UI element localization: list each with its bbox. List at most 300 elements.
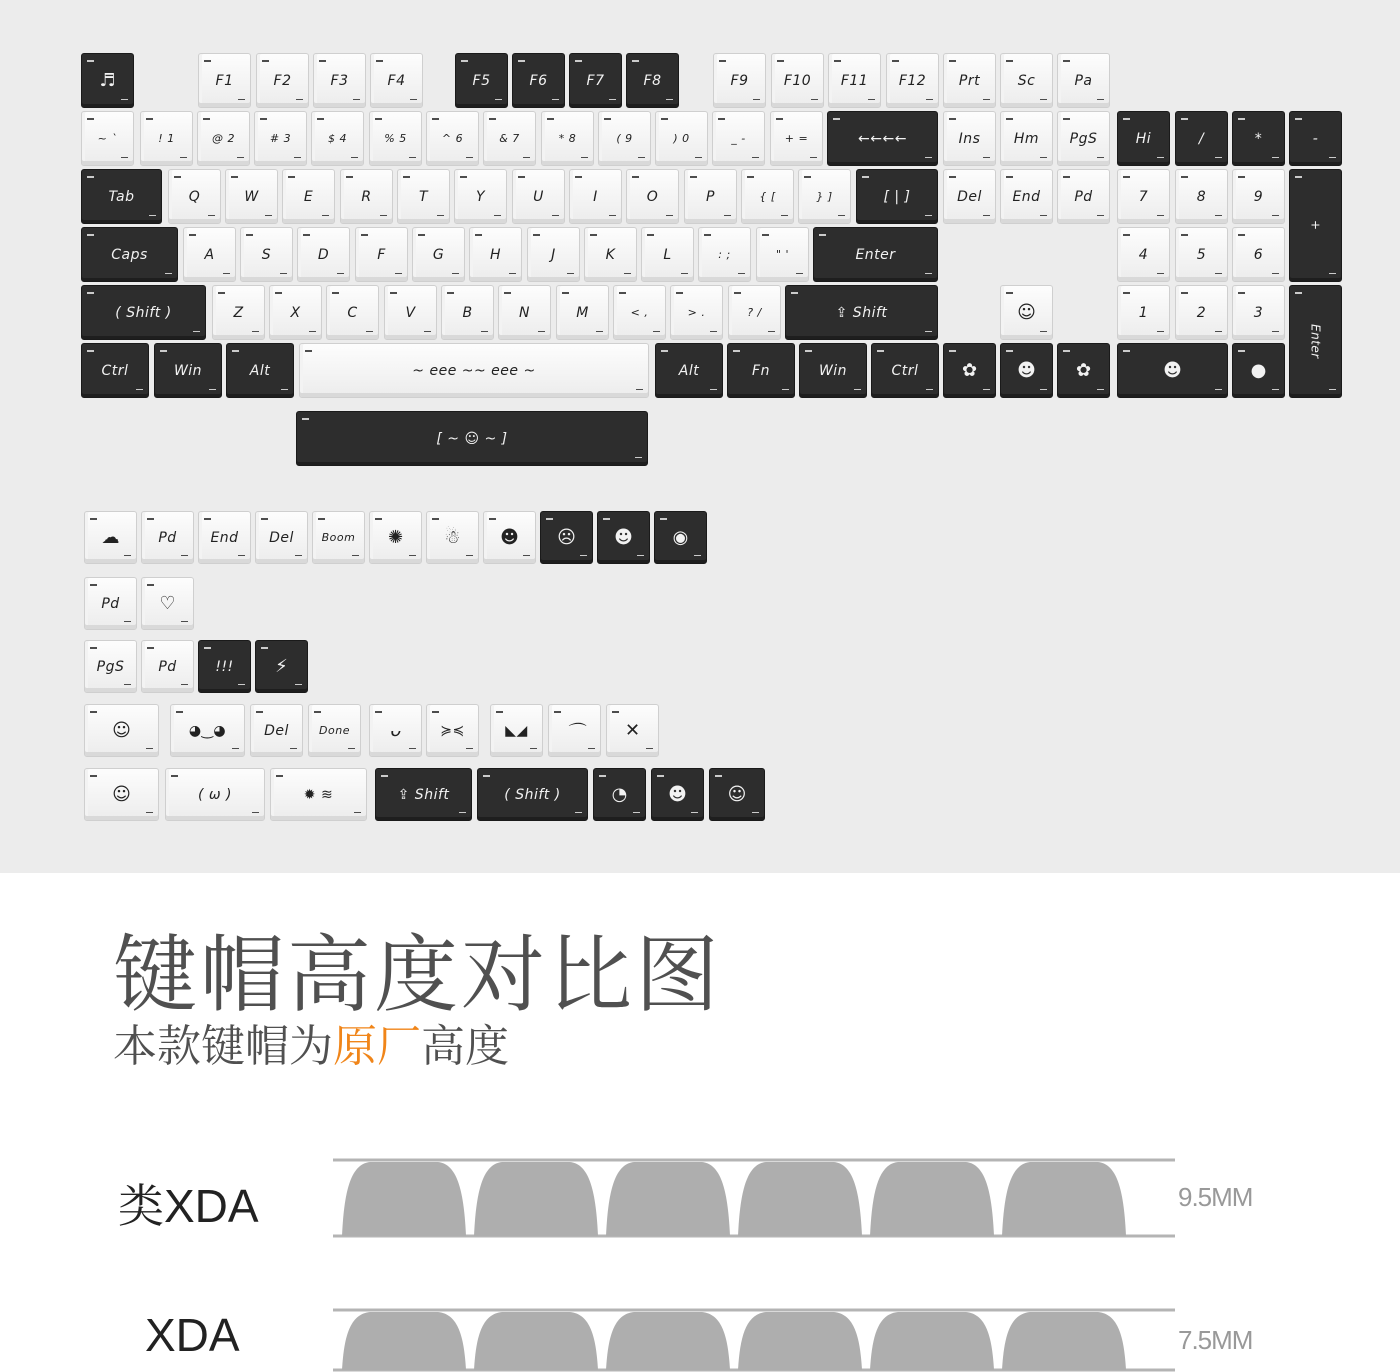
keycap xyxy=(813,227,938,282)
keycap xyxy=(483,511,536,564)
keycap xyxy=(311,111,364,166)
keycap-legend: ! 1 xyxy=(158,132,175,145)
keycap-legend: ☺ xyxy=(727,784,747,805)
keycap-legend: ● xyxy=(1250,360,1267,381)
keycap xyxy=(469,227,522,282)
keycap-legend: Del xyxy=(269,529,294,546)
keycap xyxy=(1289,169,1342,282)
keycap-legend: PgS xyxy=(1069,130,1098,147)
keycap xyxy=(375,768,472,821)
keycap-legend: F11 xyxy=(840,72,869,89)
keycap-legend: U xyxy=(533,188,544,205)
keycap xyxy=(1232,227,1285,282)
keycap-legend: Ins xyxy=(958,130,981,147)
keycap xyxy=(540,511,593,564)
keycap-profile xyxy=(474,1312,598,1370)
keycap xyxy=(641,227,694,282)
keycap xyxy=(1117,111,1170,166)
keycap-legend: F9 xyxy=(730,72,749,89)
keycap-legend: 4 xyxy=(1138,246,1149,263)
keycap xyxy=(198,640,251,693)
keycap-legend: PgS xyxy=(96,658,125,675)
keycap-legend: ☻ xyxy=(1017,360,1036,381)
keycap xyxy=(1289,111,1342,166)
subtitle-text-2: 高度 xyxy=(421,1021,509,1072)
keycap-legend: ☻ xyxy=(500,527,519,548)
keycap-legend: Q xyxy=(188,188,201,205)
keycap-legend: + xyxy=(1308,220,1323,231)
keycap-legend: S xyxy=(261,246,272,263)
keycap xyxy=(154,343,222,398)
keycap xyxy=(81,227,178,282)
keycap xyxy=(299,343,649,398)
keycap-legend: ✕ xyxy=(624,720,641,741)
keycap xyxy=(1117,169,1170,224)
keycap xyxy=(1000,111,1053,166)
keycap-profile xyxy=(474,1162,598,1236)
keycap-profile xyxy=(606,1312,730,1370)
keycap-legend: ( ω ) xyxy=(197,786,233,803)
keycap-legend: F10 xyxy=(783,72,812,89)
keycap-legend: { [ xyxy=(759,190,776,203)
keycap-legend: Done xyxy=(319,724,350,737)
keycap-legend: 3 xyxy=(1253,304,1264,321)
keycap xyxy=(226,343,294,398)
keycap xyxy=(1175,285,1228,340)
keycap-legend: !!! xyxy=(215,658,234,675)
keycap xyxy=(282,169,335,224)
keycap-legend: Pd xyxy=(158,529,177,546)
keycap xyxy=(426,111,479,166)
keycap-legend: F2 xyxy=(273,72,292,89)
keycap xyxy=(426,511,479,564)
keycap xyxy=(527,227,580,282)
keycap xyxy=(1289,285,1342,398)
page-subtitle xyxy=(113,1010,509,1074)
keycap-legend: Win xyxy=(173,362,203,379)
keycap xyxy=(1057,343,1110,398)
keycap-legend: ♡ xyxy=(159,593,176,614)
keycap xyxy=(483,111,536,166)
keycap xyxy=(798,169,851,224)
keycap-legend: # 3 xyxy=(269,132,292,145)
keycap xyxy=(1117,227,1170,282)
keycap xyxy=(684,169,737,224)
keycap-legend: J xyxy=(551,246,556,263)
keycap-legend: ᴗ xyxy=(389,720,401,741)
keycap-legend: B xyxy=(462,304,473,321)
subtitle-highlight: 原厂 xyxy=(333,1021,421,1072)
keycap xyxy=(1232,285,1285,340)
keycap xyxy=(84,768,159,821)
keycap-legend: ? / xyxy=(747,306,762,319)
keycap-legend: ^ 6 xyxy=(441,132,464,145)
keycap-legend: _ - xyxy=(731,132,746,145)
keycap xyxy=(84,511,137,564)
keycap-legend: 7 xyxy=(1138,188,1149,205)
keycap xyxy=(168,169,221,224)
keycap xyxy=(369,704,422,757)
keycap-legend: P xyxy=(706,188,715,205)
keycap xyxy=(541,111,594,166)
keycap xyxy=(384,285,437,340)
keycap xyxy=(1057,53,1110,108)
keycap xyxy=(785,285,938,340)
page-title: 键帽高度对比图 xyxy=(113,926,723,1024)
keycap-legend: ≽≼ xyxy=(440,722,465,739)
keycap-legend: Pa xyxy=(1074,72,1093,89)
keycap xyxy=(498,285,551,340)
keycap-legend: X xyxy=(290,304,301,321)
keycap-legend: Tab xyxy=(108,188,135,205)
keycap xyxy=(355,227,408,282)
keycap-legend: Hm xyxy=(1013,130,1040,147)
keycap xyxy=(597,511,650,564)
keycap-legend: Ctrl xyxy=(101,362,129,379)
keycap xyxy=(756,227,809,282)
keycap xyxy=(1175,169,1228,224)
keycap xyxy=(225,169,278,224)
keycap xyxy=(197,111,250,166)
keycap-legend: F8 xyxy=(643,72,662,89)
keycap-legend: F12 xyxy=(898,72,927,89)
keycap xyxy=(598,111,651,166)
keycap-legend: 6 xyxy=(1253,246,1264,263)
keycap-profile xyxy=(738,1312,862,1370)
keycap-legend: / xyxy=(1198,130,1205,147)
keycap xyxy=(943,53,996,108)
keycap-legend: E xyxy=(303,188,314,205)
keycap-legend: T xyxy=(418,188,429,205)
keycap xyxy=(250,704,303,757)
keycap-legend: M xyxy=(576,304,589,321)
keycap-profile xyxy=(1002,1312,1126,1370)
keycap xyxy=(490,704,543,757)
keycap-legend: $ 4 xyxy=(328,132,347,145)
keycap-legend: F xyxy=(377,246,386,263)
keycap-legend: > . xyxy=(687,306,706,319)
keycap-legend: Pd xyxy=(1074,188,1093,205)
keycap-legend: End xyxy=(210,529,239,546)
keycap-legend: * xyxy=(1254,130,1263,147)
keycap-legend: ☁ xyxy=(101,527,120,548)
keycap xyxy=(183,227,236,282)
keycap-legend: ◣◢ xyxy=(505,722,528,739)
keycap-profile xyxy=(870,1312,994,1370)
keycap-legend: ◔ xyxy=(611,784,628,805)
keycap xyxy=(1057,169,1110,224)
keycap-legend: ◕‿◕ xyxy=(188,722,227,739)
keycap-legend: & 7 xyxy=(499,132,520,145)
comparison-height-xda: 7.5MM xyxy=(1178,1325,1253,1355)
keycap xyxy=(727,343,795,398)
keycap xyxy=(1232,343,1285,398)
keycap xyxy=(1000,169,1053,224)
keycap xyxy=(326,285,379,340)
keycap-legend: A xyxy=(204,246,215,263)
keycap-legend: [ ~ ☺ ~ ] xyxy=(436,430,508,447)
keycap-legend: - xyxy=(1312,130,1319,147)
keycap xyxy=(670,285,723,340)
keycap xyxy=(165,768,265,821)
keycap-legend: Del xyxy=(264,722,289,739)
keycap-legend: Pd xyxy=(101,595,120,612)
keycap-profile xyxy=(606,1162,730,1236)
keycap xyxy=(871,343,939,398)
keycap-legend: ◉ xyxy=(672,527,689,548)
keycap-legend: ♬ xyxy=(99,70,116,91)
keycap-legend: 1 xyxy=(1138,304,1149,321)
comparison-profile-xda-like xyxy=(330,1152,1180,1244)
keycap xyxy=(81,285,206,340)
keycap-legend: ☃ xyxy=(444,527,461,548)
keycap xyxy=(170,704,245,757)
keycap xyxy=(827,111,938,166)
keycap-legend: Prt xyxy=(958,72,981,89)
keycap-legend: ⚡ xyxy=(275,656,288,677)
keycap-legend: Del xyxy=(957,188,982,205)
keycap xyxy=(397,169,450,224)
keycap-legend: V xyxy=(405,304,416,321)
keycap-profile xyxy=(342,1312,466,1370)
keycap-legend: Z xyxy=(233,304,244,321)
keycap xyxy=(198,511,251,564)
keycap xyxy=(296,411,648,466)
keycap-legend: Fn xyxy=(752,362,770,379)
keycap-legend: Alt xyxy=(678,362,700,379)
keycap xyxy=(454,169,507,224)
keycap-profile xyxy=(1002,1162,1126,1236)
keycap xyxy=(1000,53,1053,108)
keycap xyxy=(308,704,361,757)
comparison-height-xda-like: 9.5MM xyxy=(1178,1182,1253,1212)
keycap-legend: ☹ xyxy=(557,527,576,548)
keycap xyxy=(369,111,422,166)
keycap-legend: ✺ xyxy=(387,527,404,548)
keycap-legend: ☻ xyxy=(1163,360,1182,381)
keycap xyxy=(569,169,622,224)
keycap-legend: * 8 xyxy=(558,132,577,145)
keycap-legend: Win xyxy=(818,362,848,379)
keycap xyxy=(728,285,781,340)
keycap-legend: ( Shift ) xyxy=(504,786,561,803)
keycap xyxy=(340,169,393,224)
keycap xyxy=(370,53,423,108)
keycap xyxy=(84,704,159,757)
keycap xyxy=(81,169,162,224)
keycap xyxy=(1175,227,1228,282)
keycap-legend: Sc xyxy=(1017,72,1036,89)
keycap xyxy=(255,511,308,564)
keycap-legend: + = xyxy=(784,132,809,145)
keycap-legend: ( Shift ) xyxy=(115,304,172,321)
keycap xyxy=(477,768,588,821)
keycap xyxy=(655,111,708,166)
keycap-legend: L xyxy=(663,246,672,263)
keycap xyxy=(799,343,867,398)
keycap-legend: ( 9 xyxy=(616,132,633,145)
keycap-legend: G xyxy=(432,246,445,263)
keycap xyxy=(943,343,996,398)
keycap xyxy=(626,169,679,224)
keycap-profile xyxy=(738,1162,862,1236)
keycap-legend: Y xyxy=(475,188,486,205)
keycap xyxy=(412,227,465,282)
keycap xyxy=(651,768,704,821)
keycap xyxy=(1232,169,1285,224)
keycap xyxy=(713,53,766,108)
keycap-legend: [ | ] xyxy=(883,188,911,205)
keycap-legend: C xyxy=(347,304,358,321)
keycap-legend: F4 xyxy=(387,72,406,89)
keycap xyxy=(613,285,666,340)
keycap xyxy=(655,343,723,398)
keycap xyxy=(1232,111,1285,166)
keycap-legend: Alt xyxy=(249,362,271,379)
keycap xyxy=(141,640,194,693)
keycap xyxy=(828,53,881,108)
keycap-legend: I xyxy=(593,188,598,205)
keycap xyxy=(770,111,823,166)
keycap-legend: ☺ xyxy=(112,784,131,805)
keycap xyxy=(369,511,422,564)
keycap-legend: ☺ xyxy=(112,720,131,741)
keycap xyxy=(1000,285,1053,340)
keycap xyxy=(512,53,565,108)
keycap-legend: Ctrl xyxy=(891,362,919,379)
keycap-legend: Caps xyxy=(111,246,148,263)
keycap xyxy=(1175,111,1228,166)
keycap xyxy=(556,285,609,340)
keycap-legend: O xyxy=(646,188,659,205)
keycap xyxy=(548,704,601,757)
keycap xyxy=(856,169,938,224)
keycap xyxy=(426,704,479,757)
keycap-legend: End xyxy=(1012,188,1041,205)
keycap-legend: Boom xyxy=(321,531,356,544)
keycap-legend: F7 xyxy=(586,72,605,89)
keycap xyxy=(771,53,824,108)
keycap-legend: ) 0 xyxy=(673,132,690,145)
keycap xyxy=(593,768,646,821)
keycap xyxy=(81,343,149,398)
keycap-legend: @ 2 xyxy=(212,132,235,145)
keycap xyxy=(455,53,508,108)
keycap-legend: : ; xyxy=(718,248,731,261)
keycap xyxy=(141,577,194,630)
keycap xyxy=(943,111,996,166)
keycap-legend: F6 xyxy=(529,72,548,89)
keycap-legend: ✿ xyxy=(961,360,978,381)
keycap-legend: ⇪ Shift xyxy=(835,304,888,321)
keycap-legend: ~ eee ~~ eee ~ xyxy=(412,362,536,379)
keycap xyxy=(198,53,251,108)
keycap-legend: % 5 xyxy=(384,132,407,145)
keycap xyxy=(584,227,637,282)
keycap-legend: ☻ xyxy=(668,784,687,805)
keycap xyxy=(512,169,565,224)
keycap xyxy=(141,511,194,564)
keycap-profile xyxy=(342,1162,466,1236)
keycap-legend: ~ ` xyxy=(97,132,118,145)
keycap xyxy=(441,285,494,340)
keycap xyxy=(606,704,659,757)
keycap xyxy=(254,111,307,166)
keycap xyxy=(1057,111,1110,166)
keycap xyxy=(1117,343,1228,398)
keycap-legend: R xyxy=(361,188,372,205)
keycap-legend: Enter xyxy=(855,246,896,263)
keycap-legend: K xyxy=(605,246,616,263)
keycap-legend: 9 xyxy=(1253,188,1264,205)
keycap xyxy=(269,285,322,340)
keycap-legend: D xyxy=(317,246,330,263)
keycap xyxy=(626,53,679,108)
keycap-legend: N xyxy=(519,304,530,321)
keycap-legend: } ] xyxy=(816,190,833,203)
keycap xyxy=(240,227,293,282)
keycap xyxy=(712,111,765,166)
keycap-legend: ⇪ Shift xyxy=(397,786,450,803)
keycap-legend: 8 xyxy=(1196,188,1207,205)
keycap-legend: ✹ ≋ xyxy=(303,786,334,803)
keycap xyxy=(1000,343,1053,398)
keycap-legend: F3 xyxy=(330,72,349,89)
keycap xyxy=(654,511,707,564)
keycap-legend: F1 xyxy=(215,72,234,89)
keycap xyxy=(313,53,366,108)
keycap xyxy=(81,111,134,166)
keycap xyxy=(698,227,751,282)
keycap xyxy=(312,511,365,564)
comparison-label-xda-like: 类XDA xyxy=(118,1180,259,1232)
keycap xyxy=(256,53,309,108)
keycap xyxy=(1117,285,1170,340)
keycap xyxy=(709,768,765,821)
keycap-legend: ⌒ xyxy=(565,721,584,743)
keycap-legend: 5 xyxy=(1196,246,1207,263)
keycap xyxy=(569,53,622,108)
keycap-legend: Enter xyxy=(1308,324,1323,359)
keycap xyxy=(84,577,137,630)
keycap-legend: 2 xyxy=(1196,304,1207,321)
keycap xyxy=(886,53,939,108)
subtitle-text-1: 本款键帽为 xyxy=(113,1021,333,1072)
keycap-legend: W xyxy=(244,188,259,205)
keycap xyxy=(270,768,367,821)
keycap xyxy=(81,53,134,108)
keycap-legend: ←←←← xyxy=(858,130,907,147)
keycap-profile xyxy=(870,1162,994,1236)
keycap xyxy=(943,169,996,224)
keycap xyxy=(84,640,137,693)
keycap-legend: H xyxy=(489,246,502,263)
keycap-legend: ✿ xyxy=(1075,360,1092,381)
keycap-legend: < , xyxy=(630,306,649,319)
comparison-label-xda: XDA xyxy=(145,1309,240,1361)
keycap xyxy=(297,227,350,282)
keycap-legend: " ' xyxy=(775,248,790,261)
keycap xyxy=(741,169,794,224)
keycap xyxy=(140,111,193,166)
keycap-legend: ☺ xyxy=(1017,302,1036,323)
keycap xyxy=(255,640,308,693)
keycap-legend: Hi xyxy=(1135,130,1152,147)
keycap-legend: Pd xyxy=(158,658,177,675)
keycap-legend: ☻ xyxy=(614,527,633,548)
keycap xyxy=(212,285,265,340)
keycap-legend: F5 xyxy=(472,72,491,89)
